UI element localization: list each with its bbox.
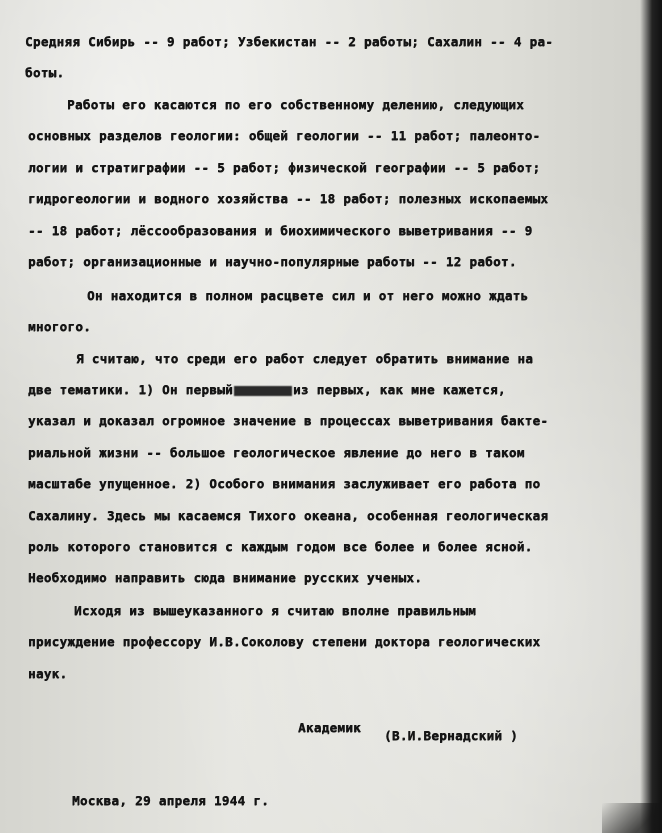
initials: И.В.: [209, 634, 241, 649]
text-line-21: наук.: [28, 666, 68, 681]
text-line-14: риальной жизни -- большое геологическое явление до него в таком: [28, 445, 525, 460]
text-line-20: [28, 636, 540, 649]
text-line-2: боты.: [25, 65, 65, 80]
signature-title: Академик: [298, 720, 362, 735]
text-line-3: Работы его касаются по его собственному делению, следующих: [67, 97, 525, 112]
scan-shadow-corner: [602, 803, 662, 833]
text-line-10: многого.: [28, 319, 92, 334]
text-line-12a: две тематики. 1) Он первый: [28, 382, 233, 397]
redaction-mark: [234, 386, 292, 396]
text-line-5: логии и стратиграфии -- 5 работ; физической географии -- 5 работ;: [28, 160, 541, 175]
text-line-4: основных разделов геологии: общей геологии -- 11 работ; палеонто-: [28, 128, 541, 143]
text-line-17: роль которого становится с каждым годом все более и более ясной.: [28, 539, 533, 554]
text-line-7: -- 18 работ; лёссообразования и биохимического выветривания -- 9: [28, 223, 533, 238]
text-line-16: Сахалину. Здесь мы касаемся Тихого океана, особенная геологическая: [28, 508, 549, 523]
text-line-6: гидрогеологии и водного хозяйства -- 18 работ; полезных ископаемых: [28, 191, 549, 206]
text-line-12b: из первых, как мне кажется,: [292, 382, 506, 397]
place-date: Москва, 29 апреля 1944 г.: [72, 793, 270, 808]
text-line-20b: Соколову степени доктора геологических: [240, 634, 541, 649]
text-line-9: Он находится в полном расцвете сил и от него можно ждать: [87, 288, 529, 303]
signature-name: (В.И.Вернадский ): [384, 728, 518, 743]
text-line-20a: присуждение профессору: [28, 634, 202, 649]
scan-shadow-edge: [640, 0, 662, 833]
text-line-8: работ; организационные и научно-популярные работы -- 12 работ.: [28, 254, 517, 269]
text-line-1: Средняя Сибирь -- 9 работ; Узбекистан -- 2 работы; Сахалин -- 4 ра-: [25, 34, 554, 49]
text-line-18: Необходимо направить сюда внимание русских ученых.: [28, 570, 423, 585]
text-line-19: Исходя из вышеуказанного я считаю вполне правильным: [74, 603, 476, 618]
text-line-11: Я считаю, что среди его работ следует обратить внимание на: [76, 351, 534, 366]
text-line-15: масштабе упущенное. 2) Особого внимания заслуживает его работа по: [28, 476, 541, 491]
text-line-12: [28, 384, 506, 397]
text-line-13: указал и доказал огромное значение в процессах выветривания бакте-: [28, 413, 549, 428]
